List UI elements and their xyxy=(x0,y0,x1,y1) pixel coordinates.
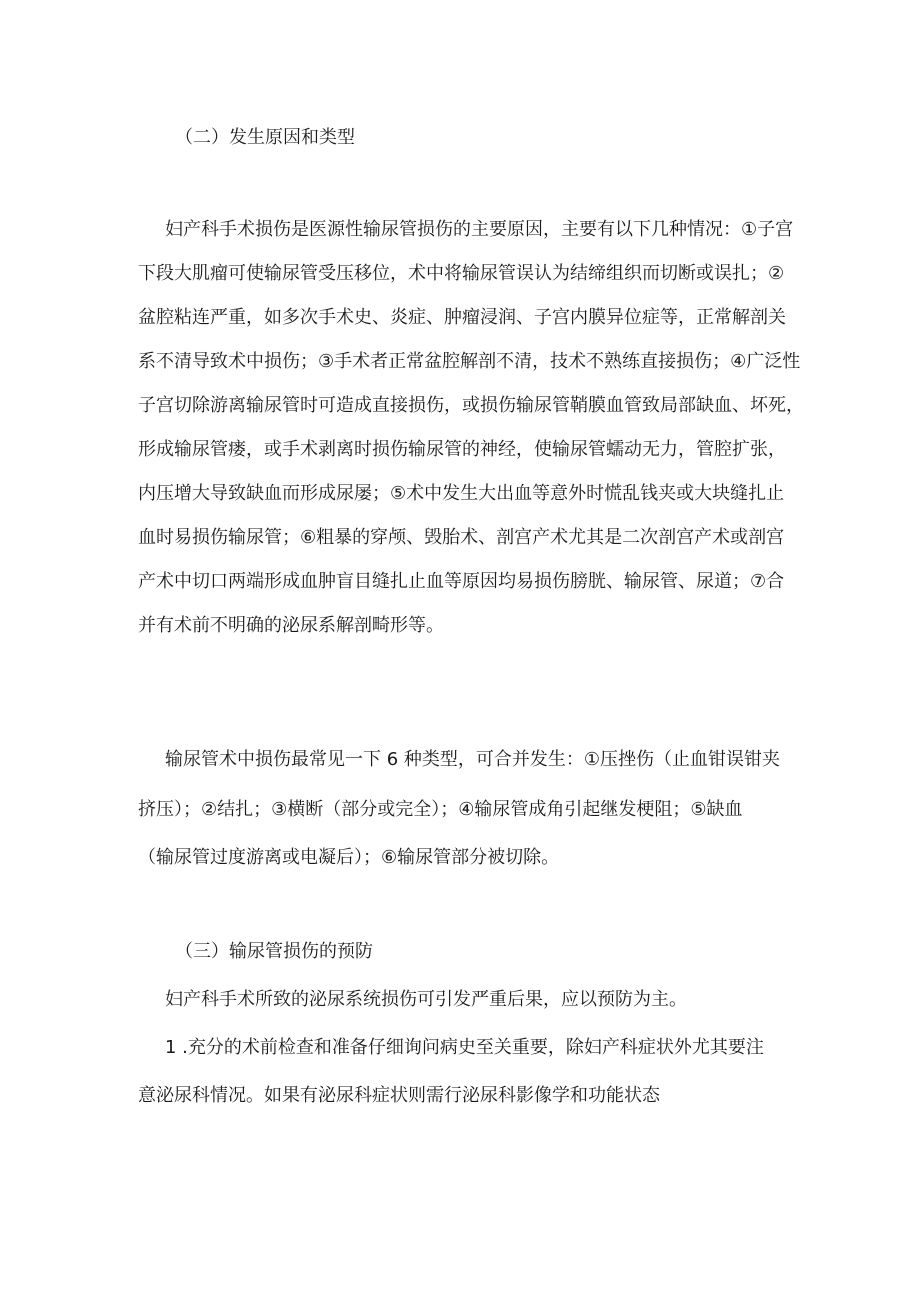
paragraph-line: 妇产科手术所致的泌尿系统损伤可引发严重后果，应以预防为主。 xyxy=(165,989,687,1010)
paragraph-line: 形成输尿管瘘，或手术剥离时损伤输尿管的神经，使输尿管蠕动无力，管腔扩张， xyxy=(138,439,786,460)
paragraph-line: 盆腔粘连严重，如多次手术史、炎症、肿瘤浸润、子宫内膜异位症等，正常解剖关 xyxy=(138,307,786,328)
paragraph-line: 妇产科手术损伤是医源性输尿管损伤的主要原因，主要有以下几种情况：①子宫 xyxy=(165,219,794,240)
paragraph-line: 挤压）；②结扎；③横断（部分或完全）；④输尿管成角引起继发梗阻；⑤缺血 xyxy=(138,799,743,820)
paragraph-line: 内压增大导致缺血而形成尿屡；⑤术中发生大出血等意外时慌乱钱夹或大块缝扎止 xyxy=(138,483,785,504)
paragraph-line: 并有术前不明确的泌尿系解剖畸形等。 xyxy=(138,615,444,636)
list-item-line: 1 .充分的术前检查和准备仔细询问病史至关重要，除妇产科症状外尤其要注 xyxy=(165,1037,764,1058)
paragraph-line: 输尿管术中损伤最常见一下 6 种类型，可合并发生：①压挫伤（止血钳误钳夹 xyxy=(165,749,781,770)
section-heading-causes: （二）发生原因和类型 xyxy=(175,127,355,148)
paragraph-line: 产术中切口两端形成血肿盲目缝扎止血等原因均易损伤膀胱、输尿管、尿道；⑦合 xyxy=(138,571,785,592)
paragraph-line: （输尿管过度游离或电凝后）；⑥输尿管部分被切除。 xyxy=(138,847,560,868)
paragraph-line: 下段大肌瘤可使输尿管受压移位，术中将输尿管误认为结缔组织而切断或误扎；② xyxy=(138,263,785,284)
paragraph-line: 系不清导致术中损伤；③手术者正常盆腔解剖不清，技术不熟练直接损伤；④广泛性 xyxy=(138,351,801,372)
section-heading-prevention: （三）输尿管损伤的预防 xyxy=(175,941,373,962)
list-item-line: 意泌尿科情况。如果有泌尿科症状则需行泌尿科影像学和功能状态 xyxy=(138,1085,660,1106)
paragraph-line: 子宫切除游离输尿管时可造成直接损伤，或损伤输尿管鞘膜血管致局部缺血、坏死， xyxy=(138,395,804,416)
paragraph-line: 血时易损伤输尿管；⑥粗暴的穿颅、毁胎术、剖宫产术尤其是二次剖宫产术或剖宫 xyxy=(138,527,785,548)
